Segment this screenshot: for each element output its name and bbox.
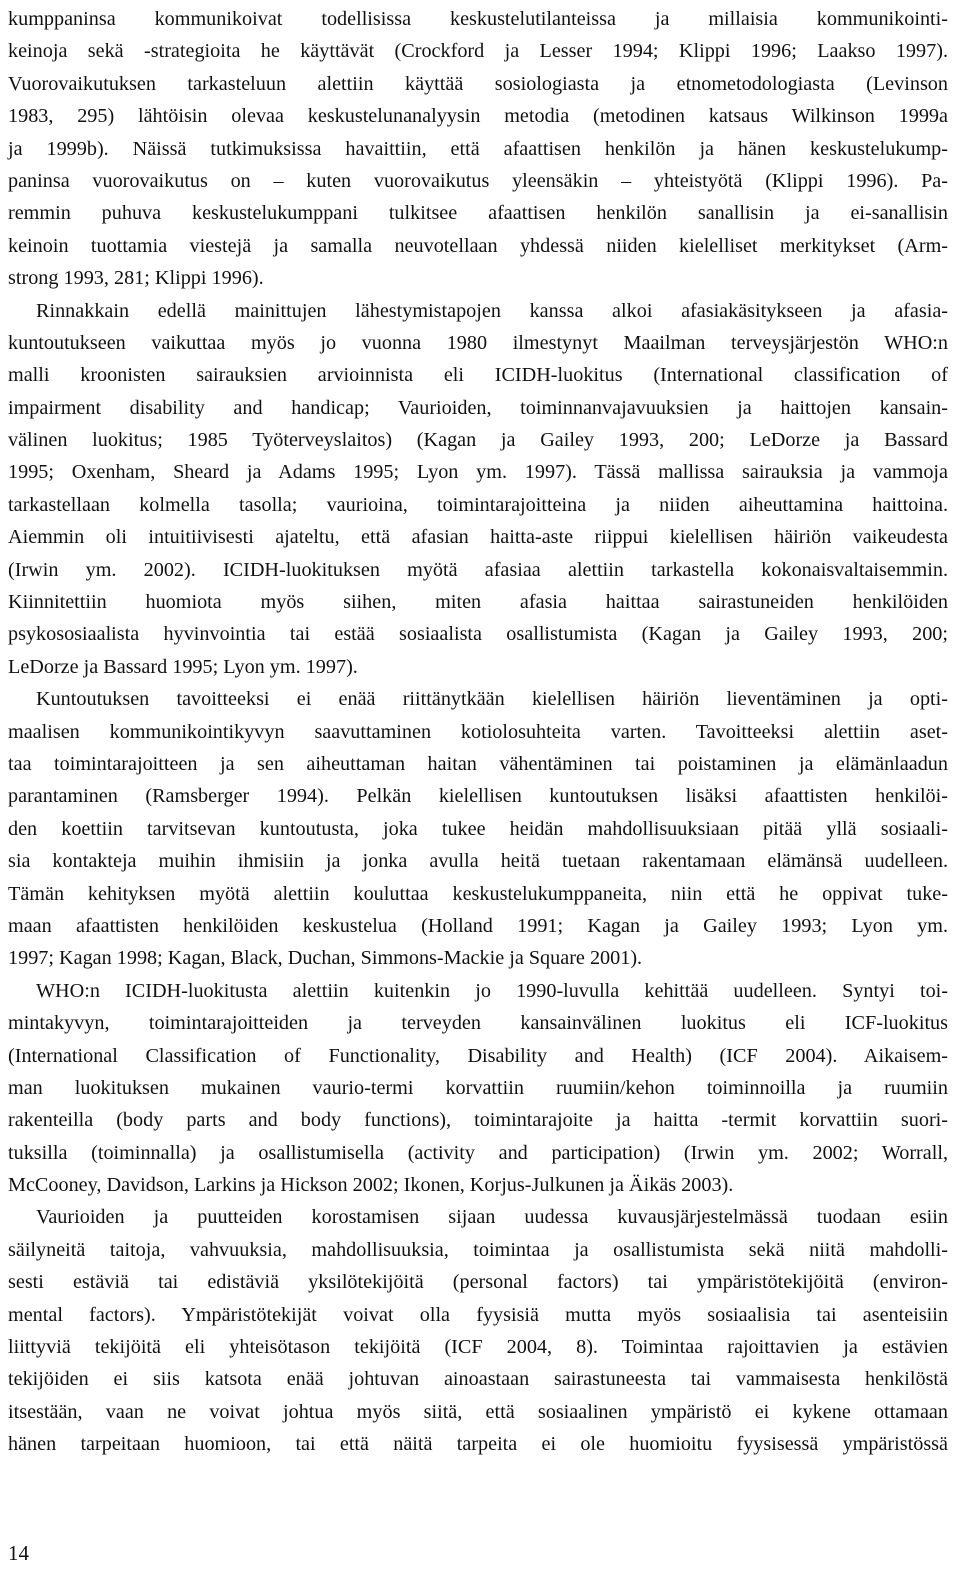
text-line: sesti estäviä tai edistäviä yksilötekijöitä (personal factors) tai ympäristötekijöitä (environ-: [8, 1271, 948, 1294]
paragraph: [8, 3, 948, 295]
text-line: Vaurioiden ja puutteiden korostamisen sijaan uudessa kuvausjärjestelmässä tuodaan esiin: [36, 1206, 948, 1229]
text-line: 1995; Oxenham, Sheard ja Adams 1995; Lyon ym. 1997). Tässä mallissa sairauksia ja vammoja: [8, 461, 948, 484]
text-line: tekijöiden ei siis katsota enää johtuvan ainoastaan sairastuneesta tai vammaisesta henkilöstä: [8, 1368, 948, 1391]
text-line: keinoja sekä -strategioita he käyttävät (Crockford ja Lesser 1994; Klippi 1996; Laakso 1997).: [8, 40, 948, 63]
paragraph: [8, 683, 948, 975]
paragraph: [8, 975, 948, 1202]
text-line: Vuorovaikutuksen tarkasteluun alettiin käyttää sosiologiasta ja etnometodologiasta (Levinson: [8, 72, 948, 95]
text-line: ja 1999b). Näissä tutkimuksissa havaittiin, että afaattisen henkilön ja hänen keskustelukump-: [8, 137, 948, 160]
text-line: (International Classification of Functionality, Disability and Health) (ICF 2004). Aikaisem-: [8, 1044, 948, 1067]
text-line: strong 1993, 281; Klippi 1996).: [8, 267, 264, 290]
text-line: den koettiin tarvitsevan kuntoutusta, joka tukee heidän mahdollisuuksiaan pitää yllä sosiaali-: [8, 817, 948, 840]
text-line: välinen luokitus; 1985 Työterveyslaitos) (Kagan ja Gailey 1993, 200; LeDorze ja Bassard: [8, 429, 948, 452]
text-line: itsestään, vaan ne voivat johtua myös siitä, että sosiaalinen ympäristö ei kykene ottamaan: [8, 1400, 948, 1423]
text-line: maan afaattisten henkilöiden keskustelua (Holland 1991; Kagan ja Gailey 1993; Lyon ym.: [8, 914, 948, 937]
text-line: kuntoutukseen vaikuttaa myös jo vuonna 1980 ilmestynyt Maailman terveysjärjestön WHO:n: [8, 331, 948, 354]
text-line: paninsa vuorovaikutus on – kuten vuorovaikutus yleensäkin – yhteistyötä (Klippi 1996). Pa-: [8, 169, 948, 192]
text-line: Kuntoutuksen tavoitteeksi ei enää riittänytkään kielellisen häiriön lieventäminen ja opti-: [36, 688, 948, 711]
text-line: remmin puhuva keskustelukumppani tulkitsee afaattisen henkilön sanallisin ja ei-sanallisin: [8, 202, 948, 225]
text-line: Tämän kehityksen myötä alettiin kouluttaa keskustelukumppaneita, niin että he oppivat tuke-: [8, 882, 948, 905]
text-line: WHO:n ICIDH-luokitusta alettiin kuitenkin jo 1990-luvulla kehittää uudelleen. Syntyi toi-: [36, 979, 948, 1002]
text-line: (Irwin ym. 2002). ICIDH-luokituksen myötä afasiaa alettiin tarkastella kokonaisvaltaisemmin.: [8, 558, 948, 581]
text-line: psykososiaalista hyvinvointia tai estää sosiaalista osallistumista (Kagan ja Gailey 1993, 200;: [8, 623, 948, 646]
text-line: 1983, 295) lähtöisin olevaa keskustelunanalyysin metodia (metodinen katsaus Wilkinson 1999a: [8, 105, 948, 128]
text-line: LeDorze ja Bassard 1995; Lyon ym. 1997).: [8, 655, 358, 678]
text-line: liittyviä tekijöitä eli yhteisötason tekijöitä (ICF 2004, 8). Toimintaa rajoittavien ja estävien: [8, 1336, 948, 1359]
paragraph: [8, 1201, 948, 1460]
text-line: malli kroonisten sairauksien arvioinnista eli ICIDH-luokitus (International classification of: [8, 364, 948, 387]
text-line: man luokituksen mukainen vaurio-termi korvattiin ruumiin/kehon toiminnoilla ja ruumiin: [8, 1076, 948, 1099]
text-line: mintakyvyn, toimintarajoitteiden ja terveyden kansainvälinen luokitus eli ICF-luokitus: [8, 1012, 948, 1035]
paragraph: [8, 295, 948, 684]
body-text: [8, 3, 948, 1461]
text-line: tuksilla (toiminnalla) ja osallistumisella (activity and participation) (Irwin ym. 2002; Worrall,: [8, 1141, 948, 1164]
text-line: Aiemmin oli intuitiivisesti ajateltu, että afasian haitta-aste riippui kielellisen häiriön vaikeudesta: [8, 526, 948, 549]
text-line: säilyneitä taitoja, vahvuuksia, mahdollisuuksia, toimintaa ja osallistumista sekä niitä mahdolli-: [8, 1238, 948, 1261]
text-line: sia kontakteja muihin ihmisiin ja jonka avulla heitä tuetaan rakentamaan elämänsä uudelleen.: [8, 850, 948, 873]
text-line: mental factors). Ympäristötekijät voivat olla fyysisiä mutta myös sosiaalisia tai asenteisiin: [8, 1303, 948, 1326]
text-line: 1997; Kagan 1998; Kagan, Black, Duchan, Simmons-Mackie ja Square 2001).: [8, 947, 643, 970]
text-line: McCooney, Davidson, Larkins ja Hickson 2002; Ikonen, Korjus-Julkunen ja Äikäs 2003).: [8, 1174, 734, 1197]
text-line: impairment disability and handicap; Vaurioiden, toiminnanvajavuuksien ja haittojen kansain-: [8, 396, 948, 419]
text-line: Rinnakkain edellä mainittujen lähestymistapojen kanssa alkoi afasiakäsitykseen ja afasia-: [36, 299, 948, 322]
text-line: rakenteilla (body parts and body functions), toimintarajoite ja haitta -termit korvattiin suori-: [8, 1109, 948, 1132]
text-line: maalisen kommunikointikyvyn saavuttaminen kotiolosuhteita varten. Tavoitteeksi alettiin aset-: [8, 720, 948, 743]
text-line: taa toimintarajoitteen ja sen aiheuttaman haitan vähentäminen tai poistaminen ja elämänlaadun: [8, 752, 948, 775]
text-line: Kiinnitettiin huomiota myös siihen, miten afasia haittaa sairastuneiden henkilöiden: [8, 591, 948, 614]
text-line: tarkastellaan kolmella tasolla; vaurioina, toimintarajoitteina ja niiden aiheuttamina haittoina.: [8, 493, 948, 516]
page-number: 14: [8, 1541, 29, 1565]
text-line: kumppaninsa kommunikoivat todellisissa keskustelutilanteissa ja millaisia kommunikointi-: [8, 8, 948, 30]
text-line: hänen tarpeitaan huomioon, tai että näitä tarpeita ei ole huomioitu fyysisessä ympäristössä: [8, 1433, 948, 1456]
text-line: parantaminen (Ramsberger 1994). Pelkän kielellisen kuntoutuksen lisäksi afaattisten henkilöi-: [8, 785, 948, 808]
text-line: keinoin tuottamia viestejä ja samalla neuvotellaan yhdessä niiden kielelliset merkitykset (Arm-: [8, 234, 948, 257]
